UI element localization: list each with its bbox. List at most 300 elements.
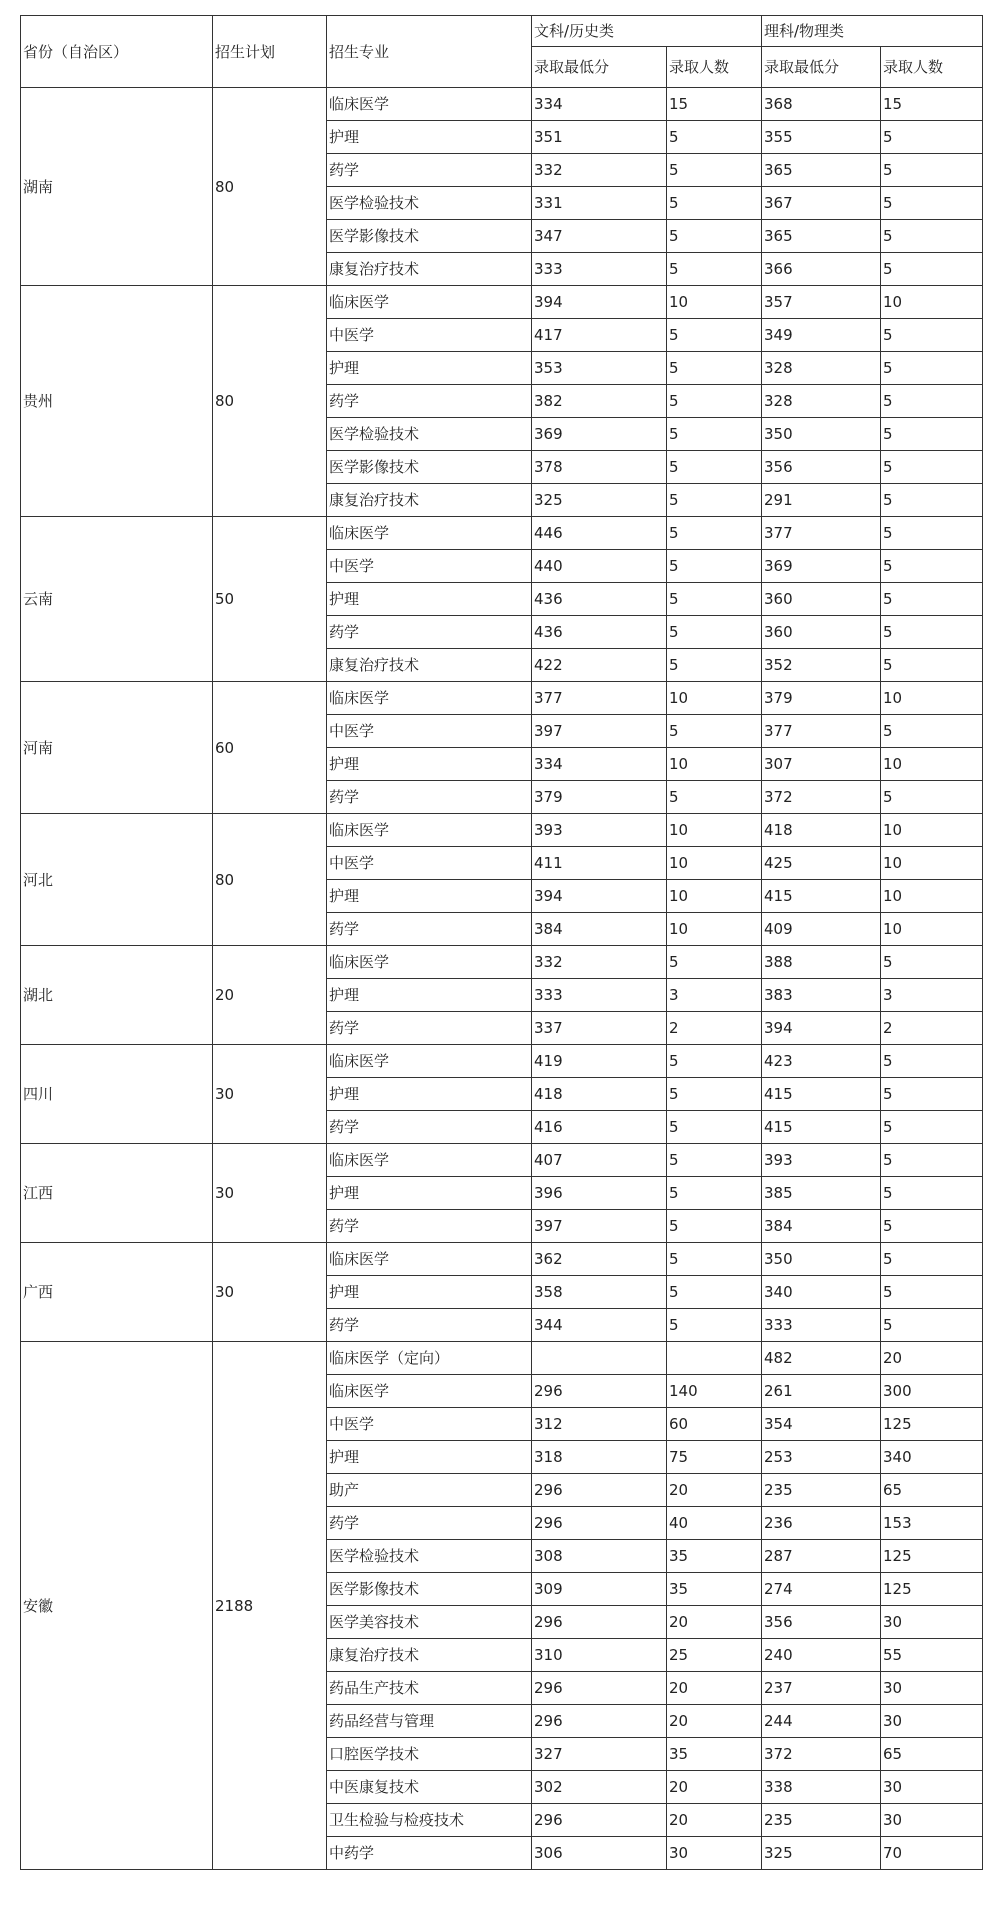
arts-count-cell: 5 bbox=[667, 1045, 762, 1078]
major-cell: 卫生检验与检疫技术 bbox=[327, 1804, 532, 1837]
arts-count-cell: 5 bbox=[667, 781, 762, 814]
science-count-cell: 5 bbox=[881, 715, 983, 748]
major-cell: 护理 bbox=[327, 352, 532, 385]
plan-cell: 80 bbox=[213, 814, 327, 946]
science-min-score-cell: 360 bbox=[762, 583, 881, 616]
arts-min-score-cell: 296 bbox=[532, 1804, 667, 1837]
science-count-cell: 5 bbox=[881, 319, 983, 352]
province-cell: 安徽 bbox=[21, 1342, 213, 1870]
science-count-cell: 125 bbox=[881, 1540, 983, 1573]
science-min-score-cell: 415 bbox=[762, 1078, 881, 1111]
arts-min-score-cell: 296 bbox=[532, 1507, 667, 1540]
science-min-score-cell: 240 bbox=[762, 1639, 881, 1672]
major-cell: 药学 bbox=[327, 385, 532, 418]
science-count-cell: 5 bbox=[881, 583, 983, 616]
science-min-score-cell: 385 bbox=[762, 1177, 881, 1210]
science-count-cell: 30 bbox=[881, 1771, 983, 1804]
arts-min-score-cell: 378 bbox=[532, 451, 667, 484]
arts-count-cell: 5 bbox=[667, 1243, 762, 1276]
science-min-score-cell: 350 bbox=[762, 418, 881, 451]
science-count-cell: 55 bbox=[881, 1639, 983, 1672]
arts-count-cell: 20 bbox=[667, 1474, 762, 1507]
arts-count-cell: 10 bbox=[667, 913, 762, 946]
major-cell: 临床医学 bbox=[327, 682, 532, 715]
science-min-score-cell: 394 bbox=[762, 1012, 881, 1045]
science-min-score-cell: 325 bbox=[762, 1837, 881, 1870]
plan-cell: 30 bbox=[213, 1045, 327, 1144]
science-min-score-cell: 352 bbox=[762, 649, 881, 682]
arts-count-cell: 5 bbox=[667, 484, 762, 517]
arts-min-score-cell: 436 bbox=[532, 616, 667, 649]
arts-count-cell: 5 bbox=[667, 352, 762, 385]
science-count-cell: 5 bbox=[881, 1210, 983, 1243]
major-cell: 药学 bbox=[327, 1210, 532, 1243]
major-cell: 医学影像技术 bbox=[327, 451, 532, 484]
science-min-score-cell: 307 bbox=[762, 748, 881, 781]
science-count-cell: 5 bbox=[881, 1144, 983, 1177]
science-min-score-cell: 253 bbox=[762, 1441, 881, 1474]
major-cell: 临床医学 bbox=[327, 814, 532, 847]
arts-min-score-cell: 416 bbox=[532, 1111, 667, 1144]
arts-min-score-cell: 446 bbox=[532, 517, 667, 550]
arts-count-cell: 5 bbox=[667, 616, 762, 649]
science-min-score-cell: 365 bbox=[762, 220, 881, 253]
science-count-cell: 30 bbox=[881, 1672, 983, 1705]
major-cell: 中医学 bbox=[327, 1408, 532, 1441]
science-count-cell: 5 bbox=[881, 484, 983, 517]
plan-cell: 20 bbox=[213, 946, 327, 1045]
science-count-cell: 5 bbox=[881, 253, 983, 286]
science-count-cell: 125 bbox=[881, 1573, 983, 1606]
plan-header: 招生计划 bbox=[213, 16, 327, 88]
science-count-header: 录取人数 bbox=[881, 47, 983, 88]
admission-score-table bbox=[20, 15, 983, 1870]
science-min-score-cell: 355 bbox=[762, 121, 881, 154]
arts-min-score-cell: 369 bbox=[532, 418, 667, 451]
arts-count-cell: 5 bbox=[667, 253, 762, 286]
table-row bbox=[21, 88, 983, 121]
arts-min-score-cell: 440 bbox=[532, 550, 667, 583]
arts-min-score-cell: 296 bbox=[532, 1375, 667, 1408]
major-cell: 药学 bbox=[327, 154, 532, 187]
table-row bbox=[21, 946, 983, 979]
arts-count-cell: 20 bbox=[667, 1771, 762, 1804]
major-cell: 护理 bbox=[327, 1441, 532, 1474]
science-min-score-cell: 367 bbox=[762, 187, 881, 220]
science-count-cell: 5 bbox=[881, 946, 983, 979]
science-min-score-cell: 328 bbox=[762, 352, 881, 385]
arts-min-score-cell: 327 bbox=[532, 1738, 667, 1771]
province-cell: 江西 bbox=[21, 1144, 213, 1243]
science-min-score-cell: 237 bbox=[762, 1672, 881, 1705]
science-count-cell: 5 bbox=[881, 616, 983, 649]
science-min-score-cell: 287 bbox=[762, 1540, 881, 1573]
arts-min-score-header: 录取最低分 bbox=[532, 47, 667, 88]
science-count-cell: 10 bbox=[881, 847, 983, 880]
major-cell: 药品生产技术 bbox=[327, 1672, 532, 1705]
arts-count-cell: 35 bbox=[667, 1738, 762, 1771]
arts-count-cell: 5 bbox=[667, 385, 762, 418]
science-count-cell: 153 bbox=[881, 1507, 983, 1540]
arts-count-cell: 35 bbox=[667, 1573, 762, 1606]
arts-min-score-cell: 396 bbox=[532, 1177, 667, 1210]
science-count-cell: 30 bbox=[881, 1804, 983, 1837]
arts-count-cell: 2 bbox=[667, 1012, 762, 1045]
major-cell: 药学 bbox=[327, 1111, 532, 1144]
plan-cell: 50 bbox=[213, 517, 327, 682]
arts-count-cell: 20 bbox=[667, 1804, 762, 1837]
arts-min-score-cell: 379 bbox=[532, 781, 667, 814]
science-min-score-cell: 369 bbox=[762, 550, 881, 583]
arts-min-score-cell: 347 bbox=[532, 220, 667, 253]
science-min-score-cell: 291 bbox=[762, 484, 881, 517]
table-row bbox=[21, 1144, 983, 1177]
major-cell: 护理 bbox=[327, 1177, 532, 1210]
science-count-cell: 3 bbox=[881, 979, 983, 1012]
arts-min-score-cell bbox=[532, 1342, 667, 1375]
science-min-score-cell: 368 bbox=[762, 88, 881, 121]
arts-min-score-cell: 397 bbox=[532, 1210, 667, 1243]
arts-count-cell: 10 bbox=[667, 286, 762, 319]
science-count-cell: 5 bbox=[881, 1276, 983, 1309]
plan-cell: 80 bbox=[213, 286, 327, 517]
science-min-score-cell: 393 bbox=[762, 1144, 881, 1177]
province-cell: 四川 bbox=[21, 1045, 213, 1144]
arts-min-score-cell: 331 bbox=[532, 187, 667, 220]
major-cell: 药学 bbox=[327, 1507, 532, 1540]
province-cell: 广西 bbox=[21, 1243, 213, 1342]
major-cell: 护理 bbox=[327, 1078, 532, 1111]
province-header: 省份（自治区） bbox=[21, 16, 213, 88]
major-cell: 临床医学 bbox=[327, 1243, 532, 1276]
arts-count-cell: 5 bbox=[667, 1111, 762, 1144]
science-count-cell: 5 bbox=[881, 385, 983, 418]
plan-cell: 2188 bbox=[213, 1342, 327, 1870]
arts-count-cell: 40 bbox=[667, 1507, 762, 1540]
major-cell: 中医学 bbox=[327, 715, 532, 748]
science-count-cell: 10 bbox=[881, 814, 983, 847]
science-min-score-cell: 418 bbox=[762, 814, 881, 847]
arts-count-cell: 30 bbox=[667, 1837, 762, 1870]
major-cell: 药学 bbox=[327, 781, 532, 814]
arts-min-score-cell: 334 bbox=[532, 748, 667, 781]
science-min-score-cell: 340 bbox=[762, 1276, 881, 1309]
plan-cell: 60 bbox=[213, 682, 327, 814]
science-min-score-cell: 388 bbox=[762, 946, 881, 979]
plan-cell: 30 bbox=[213, 1243, 327, 1342]
header-row-top bbox=[21, 16, 983, 47]
major-cell: 中医康复技术 bbox=[327, 1771, 532, 1804]
table-body bbox=[21, 88, 983, 1870]
arts-count-cell: 5 bbox=[667, 550, 762, 583]
major-cell: 药学 bbox=[327, 913, 532, 946]
arts-min-score-cell: 384 bbox=[532, 913, 667, 946]
major-cell: 护理 bbox=[327, 979, 532, 1012]
science-count-cell: 5 bbox=[881, 1111, 983, 1144]
science-count-cell: 10 bbox=[881, 682, 983, 715]
arts-count-cell: 5 bbox=[667, 418, 762, 451]
arts-count-cell: 5 bbox=[667, 121, 762, 154]
arts-min-score-cell: 393 bbox=[532, 814, 667, 847]
arts-min-score-cell: 332 bbox=[532, 154, 667, 187]
arts-count-cell bbox=[667, 1342, 762, 1375]
science-count-cell: 5 bbox=[881, 1177, 983, 1210]
major-cell: 医学检验技术 bbox=[327, 187, 532, 220]
science-min-score-cell: 377 bbox=[762, 517, 881, 550]
major-cell: 口腔医学技术 bbox=[327, 1738, 532, 1771]
science-min-score-cell: 383 bbox=[762, 979, 881, 1012]
arts-count-cell: 5 bbox=[667, 319, 762, 352]
arts-min-score-cell: 436 bbox=[532, 583, 667, 616]
science-min-score-cell: 482 bbox=[762, 1342, 881, 1375]
major-cell: 康复治疗技术 bbox=[327, 1639, 532, 1672]
science-min-score-cell: 360 bbox=[762, 616, 881, 649]
arts-count-cell: 5 bbox=[667, 154, 762, 187]
arts-min-score-cell: 419 bbox=[532, 1045, 667, 1078]
major-cell: 临床医学 bbox=[327, 1144, 532, 1177]
arts-min-score-cell: 377 bbox=[532, 682, 667, 715]
science-min-score-cell: 365 bbox=[762, 154, 881, 187]
major-cell: 助产 bbox=[327, 1474, 532, 1507]
science-count-cell: 5 bbox=[881, 1243, 983, 1276]
major-cell: 康复治疗技术 bbox=[327, 649, 532, 682]
arts-count-cell: 10 bbox=[667, 748, 762, 781]
arts-min-score-cell: 334 bbox=[532, 88, 667, 121]
science-count-cell: 5 bbox=[881, 517, 983, 550]
table-row bbox=[21, 1045, 983, 1078]
arts-min-score-cell: 353 bbox=[532, 352, 667, 385]
arts-count-cell: 140 bbox=[667, 1375, 762, 1408]
arts-min-score-cell: 358 bbox=[532, 1276, 667, 1309]
major-cell: 中医学 bbox=[327, 847, 532, 880]
arts-min-score-cell: 325 bbox=[532, 484, 667, 517]
province-cell: 河南 bbox=[21, 682, 213, 814]
arts-min-score-cell: 382 bbox=[532, 385, 667, 418]
major-cell: 临床医学 bbox=[327, 286, 532, 319]
arts-group-header: 文科/历史类 bbox=[532, 16, 762, 47]
arts-count-cell: 5 bbox=[667, 1210, 762, 1243]
table-row bbox=[21, 1243, 983, 1276]
arts-min-score-cell: 422 bbox=[532, 649, 667, 682]
major-cell: 护理 bbox=[327, 880, 532, 913]
science-min-score-cell: 235 bbox=[762, 1474, 881, 1507]
major-cell: 临床医学 bbox=[327, 1375, 532, 1408]
science-count-cell: 5 bbox=[881, 1309, 983, 1342]
science-min-score-cell: 372 bbox=[762, 1738, 881, 1771]
science-min-score-cell: 338 bbox=[762, 1771, 881, 1804]
arts-min-score-cell: 296 bbox=[532, 1474, 667, 1507]
science-count-cell: 30 bbox=[881, 1606, 983, 1639]
science-min-score-cell: 356 bbox=[762, 1606, 881, 1639]
arts-min-score-cell: 337 bbox=[532, 1012, 667, 1045]
major-cell: 临床医学 bbox=[327, 1045, 532, 1078]
arts-count-header: 录取人数 bbox=[667, 47, 762, 88]
arts-count-cell: 15 bbox=[667, 88, 762, 121]
science-min-score-cell: 377 bbox=[762, 715, 881, 748]
arts-min-score-cell: 306 bbox=[532, 1837, 667, 1870]
science-min-score-cell: 354 bbox=[762, 1408, 881, 1441]
arts-count-cell: 10 bbox=[667, 682, 762, 715]
science-count-cell: 10 bbox=[881, 748, 983, 781]
arts-min-score-cell: 411 bbox=[532, 847, 667, 880]
science-count-cell: 30 bbox=[881, 1705, 983, 1738]
table-row bbox=[21, 1342, 983, 1375]
science-count-cell: 5 bbox=[881, 220, 983, 253]
arts-count-cell: 5 bbox=[667, 451, 762, 484]
arts-min-score-cell: 310 bbox=[532, 1639, 667, 1672]
major-cell: 临床医学 bbox=[327, 946, 532, 979]
science-min-score-cell: 349 bbox=[762, 319, 881, 352]
science-min-score-cell: 236 bbox=[762, 1507, 881, 1540]
province-cell: 河北 bbox=[21, 814, 213, 946]
science-group-header: 理科/物理类 bbox=[762, 16, 983, 47]
arts-min-score-cell: 397 bbox=[532, 715, 667, 748]
arts-count-cell: 25 bbox=[667, 1639, 762, 1672]
major-cell: 护理 bbox=[327, 748, 532, 781]
science-min-score-cell: 357 bbox=[762, 286, 881, 319]
major-cell: 临床医学 bbox=[327, 88, 532, 121]
arts-min-score-cell: 362 bbox=[532, 1243, 667, 1276]
arts-min-score-cell: 318 bbox=[532, 1441, 667, 1474]
science-min-score-cell: 244 bbox=[762, 1705, 881, 1738]
science-count-cell: 70 bbox=[881, 1837, 983, 1870]
science-count-cell: 340 bbox=[881, 1441, 983, 1474]
arts-count-cell: 5 bbox=[667, 1276, 762, 1309]
science-min-score-cell: 356 bbox=[762, 451, 881, 484]
arts-count-cell: 5 bbox=[667, 517, 762, 550]
table-row bbox=[21, 286, 983, 319]
arts-count-cell: 75 bbox=[667, 1441, 762, 1474]
arts-count-cell: 5 bbox=[667, 946, 762, 979]
science-count-cell: 5 bbox=[881, 781, 983, 814]
science-count-cell: 5 bbox=[881, 649, 983, 682]
major-header: 招生专业 bbox=[327, 16, 532, 88]
arts-min-score-cell: 308 bbox=[532, 1540, 667, 1573]
arts-count-cell: 5 bbox=[667, 187, 762, 220]
arts-min-score-cell: 296 bbox=[532, 1672, 667, 1705]
science-count-cell: 10 bbox=[881, 286, 983, 319]
plan-cell: 30 bbox=[213, 1144, 327, 1243]
arts-min-score-cell: 351 bbox=[532, 121, 667, 154]
arts-count-cell: 5 bbox=[667, 1177, 762, 1210]
science-min-score-cell: 372 bbox=[762, 781, 881, 814]
table-row bbox=[21, 682, 983, 715]
table-row bbox=[21, 814, 983, 847]
arts-count-cell: 20 bbox=[667, 1672, 762, 1705]
science-count-cell: 5 bbox=[881, 187, 983, 220]
science-min-score-cell: 333 bbox=[762, 1309, 881, 1342]
major-cell: 康复治疗技术 bbox=[327, 484, 532, 517]
science-count-cell: 5 bbox=[881, 121, 983, 154]
arts-min-score-cell: 394 bbox=[532, 880, 667, 913]
science-count-cell: 5 bbox=[881, 550, 983, 583]
science-count-cell: 5 bbox=[881, 418, 983, 451]
province-cell: 云南 bbox=[21, 517, 213, 682]
science-count-cell: 65 bbox=[881, 1738, 983, 1771]
major-cell: 中医学 bbox=[327, 319, 532, 352]
table-row bbox=[21, 517, 983, 550]
major-cell: 临床医学 bbox=[327, 517, 532, 550]
arts-count-cell: 60 bbox=[667, 1408, 762, 1441]
arts-min-score-cell: 407 bbox=[532, 1144, 667, 1177]
science-min-score-cell: 379 bbox=[762, 682, 881, 715]
arts-min-score-cell: 296 bbox=[532, 1705, 667, 1738]
major-cell: 医学影像技术 bbox=[327, 1573, 532, 1606]
science-count-cell: 5 bbox=[881, 1045, 983, 1078]
science-min-score-cell: 261 bbox=[762, 1375, 881, 1408]
arts-min-score-cell: 333 bbox=[532, 979, 667, 1012]
arts-count-cell: 5 bbox=[667, 1309, 762, 1342]
science-count-cell: 5 bbox=[881, 352, 983, 385]
arts-min-score-cell: 394 bbox=[532, 286, 667, 319]
science-min-score-cell: 415 bbox=[762, 880, 881, 913]
arts-count-cell: 10 bbox=[667, 814, 762, 847]
science-count-cell: 65 bbox=[881, 1474, 983, 1507]
arts-count-cell: 5 bbox=[667, 649, 762, 682]
science-min-score-cell: 425 bbox=[762, 847, 881, 880]
arts-min-score-cell: 296 bbox=[532, 1606, 667, 1639]
major-cell: 医学检验技术 bbox=[327, 418, 532, 451]
arts-count-cell: 5 bbox=[667, 1078, 762, 1111]
arts-min-score-cell: 309 bbox=[532, 1573, 667, 1606]
arts-min-score-cell: 344 bbox=[532, 1309, 667, 1342]
arts-count-cell: 3 bbox=[667, 979, 762, 1012]
province-cell: 贵州 bbox=[21, 286, 213, 517]
major-cell: 护理 bbox=[327, 121, 532, 154]
science-count-cell: 300 bbox=[881, 1375, 983, 1408]
science-min-score-cell: 328 bbox=[762, 385, 881, 418]
major-cell: 药学 bbox=[327, 1012, 532, 1045]
science-min-score-cell: 415 bbox=[762, 1111, 881, 1144]
major-cell: 临床医学（定向） bbox=[327, 1342, 532, 1375]
major-cell: 药学 bbox=[327, 1309, 532, 1342]
arts-count-cell: 5 bbox=[667, 583, 762, 616]
science-count-cell: 5 bbox=[881, 1078, 983, 1111]
major-cell: 护理 bbox=[327, 583, 532, 616]
plan-cell: 80 bbox=[213, 88, 327, 286]
science-count-cell: 125 bbox=[881, 1408, 983, 1441]
arts-count-cell: 10 bbox=[667, 880, 762, 913]
science-count-cell: 20 bbox=[881, 1342, 983, 1375]
major-cell: 医学影像技术 bbox=[327, 220, 532, 253]
arts-min-score-cell: 312 bbox=[532, 1408, 667, 1441]
arts-count-cell: 5 bbox=[667, 1144, 762, 1177]
arts-count-cell: 20 bbox=[667, 1705, 762, 1738]
science-min-score-cell: 235 bbox=[762, 1804, 881, 1837]
arts-min-score-cell: 333 bbox=[532, 253, 667, 286]
major-cell: 中药学 bbox=[327, 1837, 532, 1870]
arts-count-cell: 10 bbox=[667, 847, 762, 880]
arts-count-cell: 5 bbox=[667, 220, 762, 253]
science-min-score-cell: 423 bbox=[762, 1045, 881, 1078]
science-count-cell: 5 bbox=[881, 451, 983, 484]
science-count-cell: 2 bbox=[881, 1012, 983, 1045]
province-cell: 湖北 bbox=[21, 946, 213, 1045]
arts-min-score-cell: 417 bbox=[532, 319, 667, 352]
major-cell: 医学美容技术 bbox=[327, 1606, 532, 1639]
science-count-cell: 5 bbox=[881, 154, 983, 187]
science-min-score-header: 录取最低分 bbox=[762, 47, 881, 88]
arts-count-cell: 20 bbox=[667, 1606, 762, 1639]
science-min-score-cell: 384 bbox=[762, 1210, 881, 1243]
major-cell: 药学 bbox=[327, 616, 532, 649]
major-cell: 康复治疗技术 bbox=[327, 253, 532, 286]
major-cell: 中医学 bbox=[327, 550, 532, 583]
major-cell: 护理 bbox=[327, 1276, 532, 1309]
major-cell: 药品经营与管理 bbox=[327, 1705, 532, 1738]
arts-min-score-cell: 332 bbox=[532, 946, 667, 979]
arts-count-cell: 35 bbox=[667, 1540, 762, 1573]
